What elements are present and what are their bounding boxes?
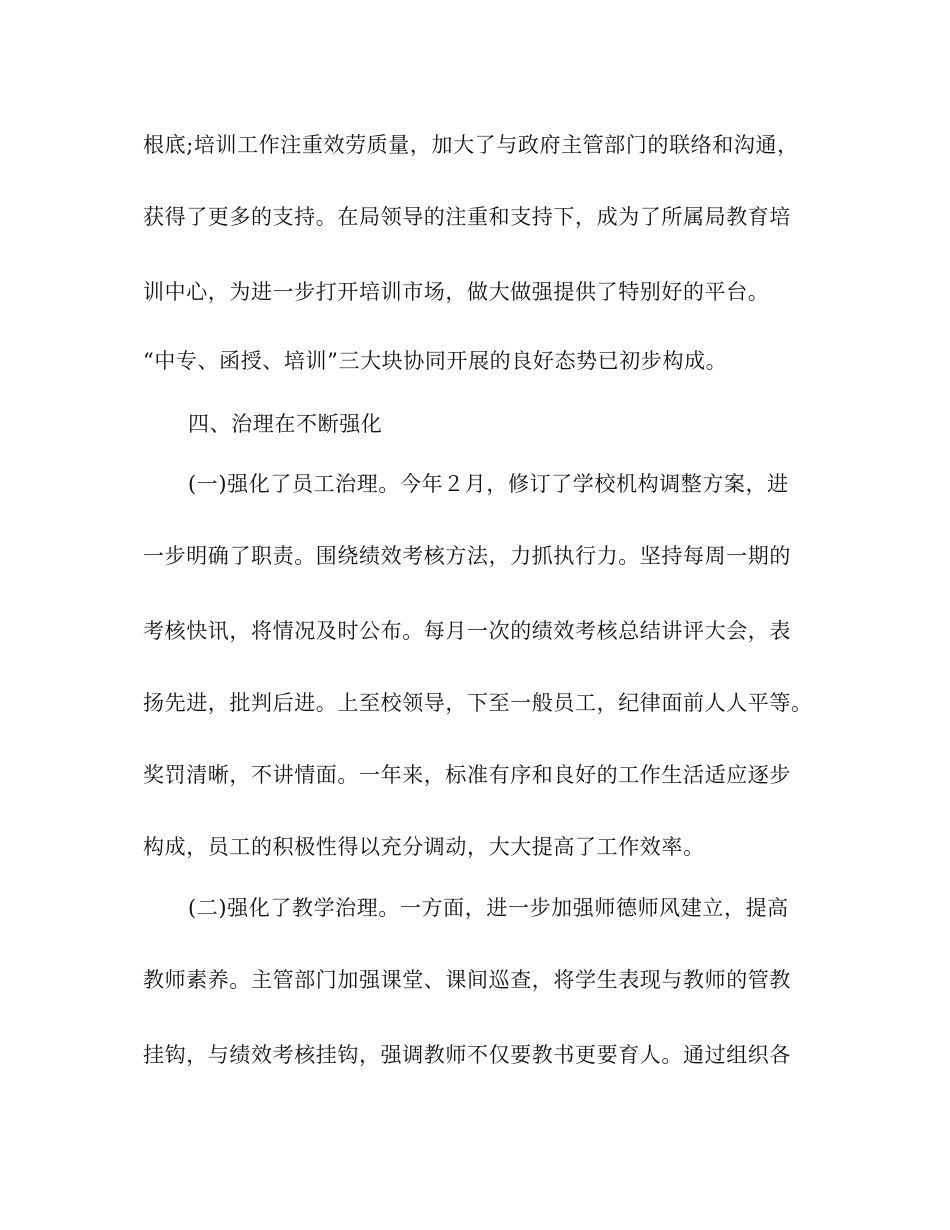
paragraph-line: 训中心，为进一步打开培训市场，做大做强提供了特别好的平台。 [143,280,770,304]
paragraph-line: 一步明确了职责。围绕绩效考核方法，力抓执行力。坚持每周一期的 [143,544,791,568]
paragraph-line: 构成，员工的积极性得以充分调动，大大提高了工作效率。 [143,835,705,859]
paragraph-line: (二)强化了教学治理。一方面，进一步加强师德师风建立，提高 [188,896,789,920]
paragraph-line: (一)强化了员工治理。今年２月，修订了学校机构调整方案，进 [188,472,789,496]
paragraph-line: 教师素养。主管部门加强课堂、课间巡查，将学生表现与教师的管教 [143,968,791,992]
paragraph-line: 根底;培训工作注重效劳质量，加大了与政府主管部门的联络和沟通， [143,133,799,157]
paragraph-line: 扬先进，批判后进。上至校领导，下至一般员工，纪律面前人人平等。 [143,691,813,715]
section-heading: 四、治理在不断强化 [188,412,383,436]
paragraph-line: “中专、函授、培训”三大块协同开展的良好态势已初步构成。 [143,349,728,373]
paragraph-line: 考核快讯，将情况及时公布。每月一次的绩效考核总结讲评大会，表 [143,619,791,643]
paragraph-line: 挂钩，与绩效考核挂钩，强调教师不仅要教书更要育人。通过组织各 [143,1043,791,1067]
paragraph-line: 奖罚清晰，不讲情面。一年来，标准有序和良好的工作生活适应逐步 [143,763,791,787]
paragraph-line: 获得了更多的支持。在局领导的注重和支持下，成为了所属局教育培 [143,205,791,229]
